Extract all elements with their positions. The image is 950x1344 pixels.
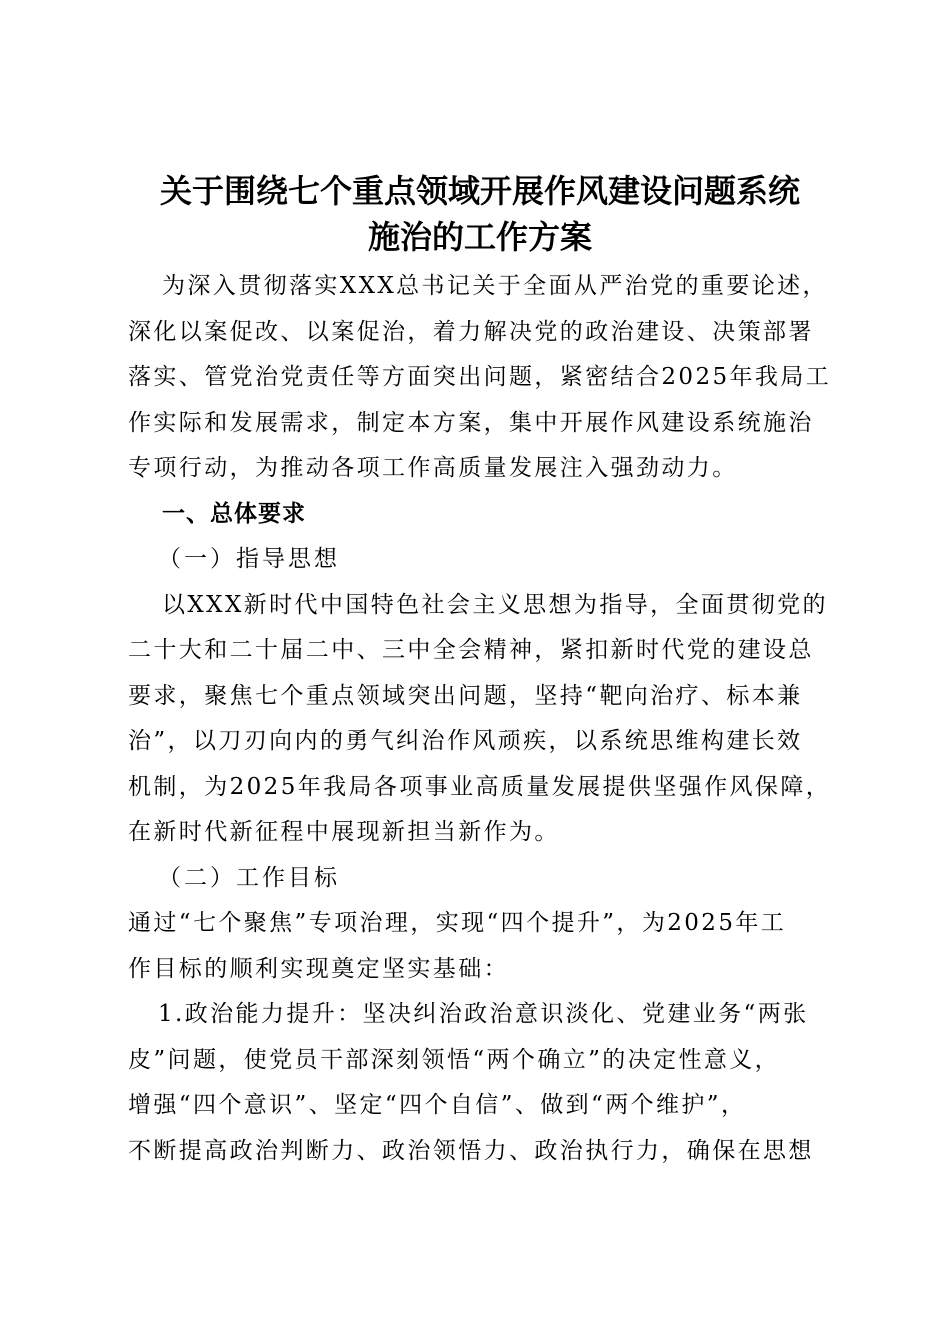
paragraph-line: 在新时代新征程中展现新担当新作为。 [128, 819, 560, 845]
guiding-ideology-paragraph [128, 583, 832, 856]
paragraph-line: 机制，为2025年我局各项事业高质量发展提供坚强作风保障， [128, 773, 832, 800]
paragraph-line: 二十大和二十届二中、三中全会精神，紧扣新时代党的建设总 [128, 637, 814, 663]
intro-line: 为深入贯彻落实XXX总书记关于全面从严治党的重要论述， [162, 273, 828, 299]
subsection-heading-work-goals: （二）工作目标 [158, 864, 340, 891]
document-title [128, 168, 832, 260]
goal-item-political-ability [128, 992, 832, 1174]
paragraph-line: 1.政治能力提升：坚决纠治政治意识淡化、党建业务“两张 [158, 1001, 809, 1027]
subsection-heading-guiding-ideology: （一）指导思想 [158, 546, 340, 572]
title-line-2: 施治的工作方案 [367, 218, 592, 256]
paragraph-line: 要求，聚焦七个重点领域突出问题，坚持“靶向治疗、标本兼 [128, 682, 803, 709]
paragraph-line: 治”，以刀刃向内的勇气纠治作风顽疾，以系统思维构建长效 [128, 728, 803, 754]
document-page [128, 168, 832, 1174]
work-goals-paragraph [128, 901, 832, 992]
paragraph-line: 不断提高政治判断力、政治领悟力、政治执行力，确保在思想 [128, 1137, 814, 1164]
paragraph-line: 以XXX新时代中国特色社会主义思想为指导，全面贯彻党的 [162, 591, 828, 618]
title-line-1: 关于围绕七个重点领域开展作风建设问题系统 [159, 172, 800, 210]
intro-line: 深化以案促改、以案促治，着力解决党的政治建设、决策部署 [128, 318, 814, 345]
paragraph-line: 皮”问题，使党员干部深刻领悟“两个确立”的决定性意义， [128, 1046, 781, 1073]
intro-line: 落实、管党治党责任等方面突出问题，紧密结合2025年我局工 [128, 364, 832, 390]
paragraph-line: 通过“七个聚焦”专项治理，实现“四个提升”，为2025年工 [128, 910, 787, 936]
intro-line: 作实际和发展需求，制定本方案，集中开展作风建设系统施治 [128, 409, 814, 436]
intro-paragraph [128, 264, 832, 492]
section-heading-overall-requirements: 一、总体要求 [162, 500, 306, 527]
paragraph-line: 作目标的顺利实现奠定坚实基础： [128, 955, 509, 982]
paragraph-line: 增强“四个意识”、坚定“四个自信”、做到“两个维护”， [128, 1092, 747, 1118]
intro-line: 专项行动，为推动各项工作高质量发展注入强劲动力。 [128, 455, 738, 481]
